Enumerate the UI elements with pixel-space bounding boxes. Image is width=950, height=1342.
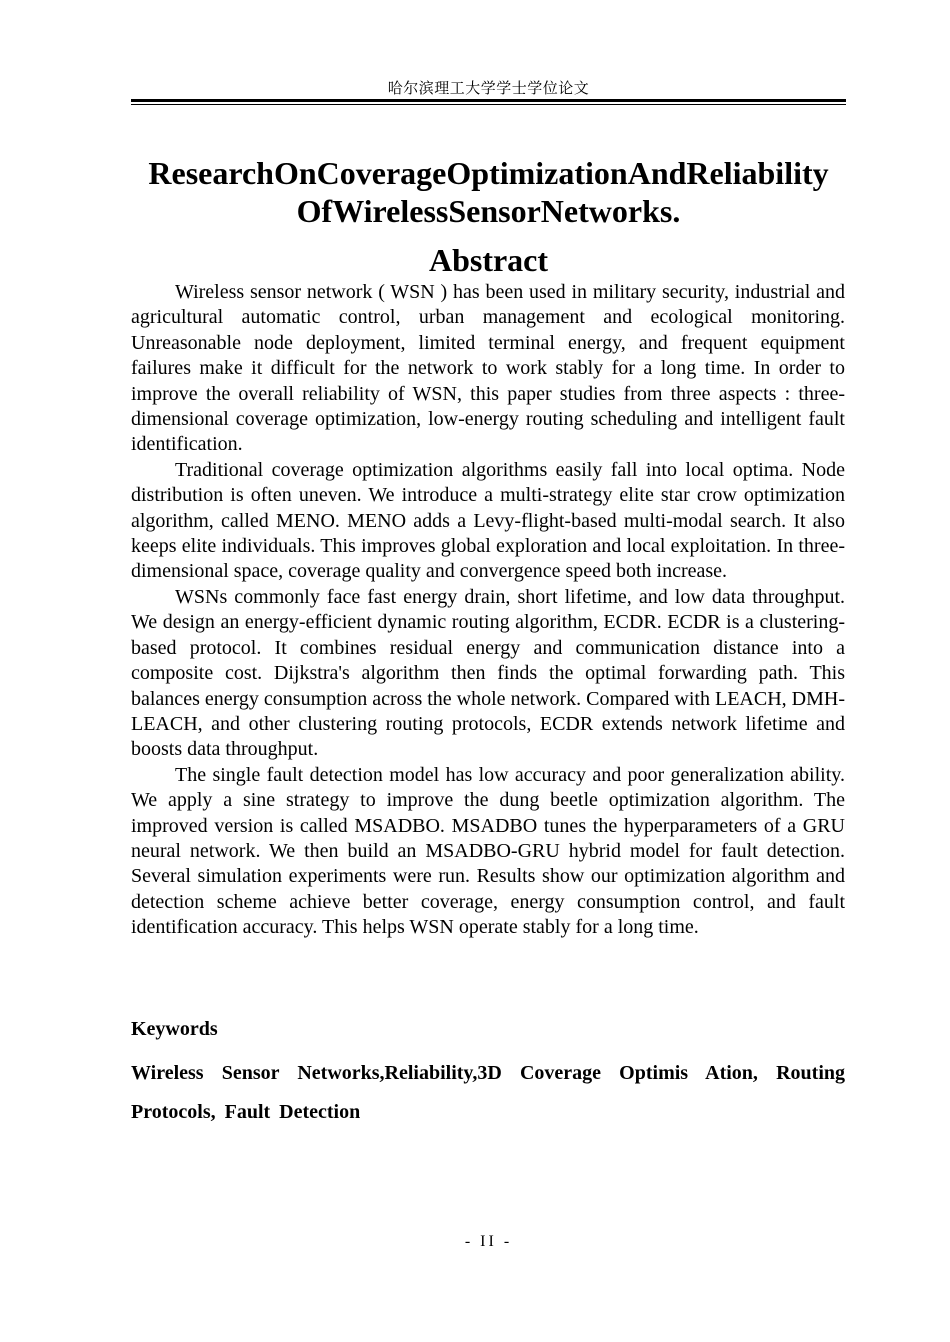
header-rule-thick — [131, 99, 846, 102]
page-number: - II - — [464, 1233, 513, 1250]
abstract-paragraph-2: Traditional coverage optimization algorithms easily fall into local optima. Node distribution is often uneven. We introduce a multi-strategy elite star crow optimization algorithm, called MENO. MENO adds a Levy-flight-based multi-modal search. It also keeps elite individuals. This improves global exploration and local exploitation. In three-dimensional space, coverage quality and convergence speed both increase. — [131, 458, 845, 583]
abstract-body — [131, 280, 845, 941]
abstract-paragraph-3: WSNs commonly face fast energy drain, short lifetime, and low data throughput. We design an energy-efficient dynamic routing algorithm, ECDR. ECDR is a clustering-based protocol. It combines residual energy and communication distance into a composite cost. Dijkstra's algorithm then finds the optimal forwarding path. This balances energy consumption across the whole network. Compared with LEACH, DMH-LEACH, and other clustering routing protocols, ECDR extends network lifetime and boosts data throughput. — [131, 585, 845, 761]
abstract-paragraph-1: Wireless sensor network ( WSN ) has been used in military security, industrial and agricultural automatic control, urban management and ecological monitoring. Unreasonable node deployment, limited terminal energy, and frequent equipment failures make it difficult for the network to work stably for a long time. In order to improve the overall reliability of WSN, this paper studies from three aspects : three-dimensional coverage optimization, low-energy routing scheduling and intelligent fault identification. — [131, 281, 845, 456]
keywords-list: Wireless Sensor Networks,Reliability,3D Coverage Optimis Ation, Routing Protocols, Fault Detection — [131, 1062, 845, 1123]
paper-title — [131, 154, 846, 230]
header-rule-thin — [131, 104, 846, 105]
keywords-heading: Keywords — [131, 1018, 218, 1040]
abstract-heading: Abstract — [428, 242, 549, 278]
paper-title-line-1: ResearchOnCoverageOptimizationAndReliability — [148, 155, 829, 191]
running-header: 哈尔滨理工大学学士学位论文 — [387, 79, 590, 97]
paper-title-line-2: OfWirelessSensorNetworks. — [296, 193, 681, 229]
abstract-paragraph-4: The single fault detection model has low accuracy and poor generalization ability. We apply a sine strategy to improve the dung beetle optimization algorithm. The improved version is called MSADBO. MSADBO tunes the hyperparameters of a GRU neural network. We then build an MSADBO-GRU hybrid model for fault detection. Several simulation experiments were run. Results show our optimization algorithm and detection scheme achieve better coverage, energy consumption control, and fault identification accuracy. This helps WSN operate stably for a long time. — [131, 763, 845, 939]
